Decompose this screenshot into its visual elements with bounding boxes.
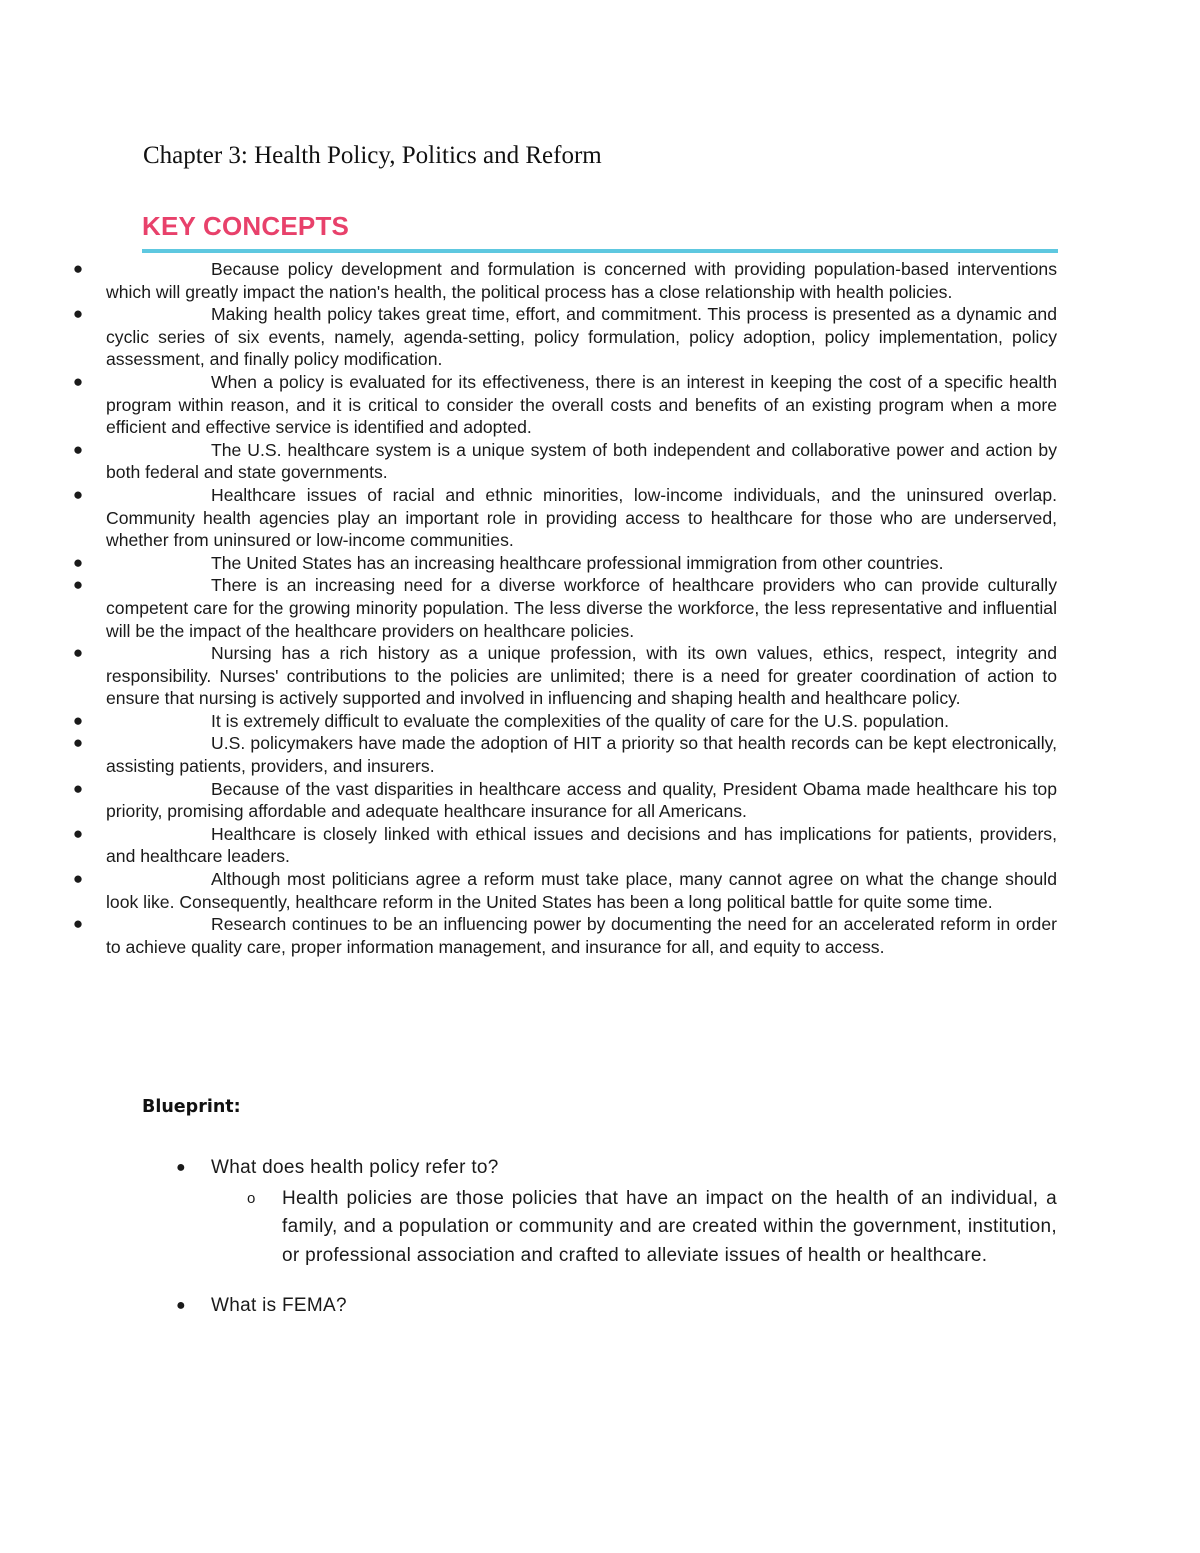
question-text: What does health policy refer to? <box>211 1157 499 1178</box>
list-item-text: Making health policy takes great time, effort, and commitment. This process is presented as a dynamic and cyclic series of six events, namely, agenda-setting, policy formulation, policy adoption, policy implementation, policy assessment, and finally policy modification. <box>106 304 1057 370</box>
list-item-text: Research continues to be an influencing power by documenting the need for an accelerated reform in order to achieve quality care, proper information management, and insurance for all, and equity to access. <box>106 914 1057 957</box>
list-item-text: U.S. policymakers have made the adoption of HIT a priority so that health records can be kept electronically, assisting patients, providers, and insurers. <box>106 733 1057 777</box>
list-item <box>72 303 1057 371</box>
list-item <box>72 913 1057 958</box>
bullet-icon: ● <box>72 643 84 663</box>
blueprint-list <box>176 1154 1057 1321</box>
list-item-text: The United States has an increasing healthcare professional immigration from other countries. <box>211 552 944 573</box>
bullet-icon: ● <box>72 823 84 843</box>
chapter-title: Chapter 3: Health Policy, Politics and Reform <box>143 142 602 169</box>
answer-text: Health policies are those policies that have an impact on the health of an individual, a family, and a population or community and are created within the government, institution, or professional association and crafted to alleviate issues of health or healthcare. <box>282 1187 1057 1266</box>
blueprint-question <box>176 1292 1057 1321</box>
bullet-icon: ● <box>176 1297 186 1314</box>
list-item <box>72 371 1057 439</box>
list-item <box>72 484 1057 552</box>
blueprint-heading: Blueprint: <box>142 1097 241 1117</box>
list-item <box>72 642 1057 710</box>
list-item-text: Because of the vast disparities in healthcare access and quality, President Obama made healthcare his top priority, promising affordable and adequate healthcare insurance for all Americans. <box>106 778 1057 822</box>
list-item <box>72 574 1057 642</box>
list-item <box>72 710 1057 733</box>
bullet-icon: ● <box>72 869 84 889</box>
bullet-icon: ● <box>72 914 84 934</box>
blueprint-answer <box>247 1185 1057 1271</box>
bullet-icon: ● <box>72 710 84 730</box>
bullet-icon: ● <box>72 259 84 278</box>
bullet-icon: ● <box>72 778 84 798</box>
blueprint-question <box>176 1154 1057 1270</box>
bullet-icon: ● <box>72 304 84 324</box>
list-item <box>72 258 1057 303</box>
bullet-icon: ● <box>72 733 84 753</box>
list-item-text: Healthcare issues of racial and ethnic minorities, low-income individuals, and the uninsured overlap. Community health agencies play an important role in providing access to healthcare for those who are underserved, whether from uninsured or low-income communities. <box>106 484 1057 551</box>
key-concepts-heading: KEY CONCEPTS <box>142 211 350 241</box>
list-item-text: Although most politicians agree a reform must take place, many cannot agree on what the change should look like. Consequently, healthcare reform in the United States has been a long political battle for quite some time. <box>106 869 1057 912</box>
hollow-circle-bullet-icon: o <box>247 1189 256 1207</box>
bullet-icon: ● <box>72 439 84 459</box>
list-item-text: There is an increasing need for a diverse workforce of healthcare providers who can provide culturally competent care for the growing minority population. The less diverse the workforce, the less representative and influential will be the impact of the healthcare providers on healthcare policies. <box>106 575 1057 641</box>
bullet-icon: ● <box>72 484 84 504</box>
answer-list <box>247 1185 1057 1271</box>
bullet-icon: ● <box>72 371 84 391</box>
list-item-text: Healthcare is closely linked with ethical issues and decisions and has implications for patients, providers, and healthcare leaders. <box>106 823 1057 867</box>
bullet-icon: ● <box>176 1159 186 1176</box>
list-item-text: The U.S. healthcare system is a unique system of both independent and collaborative power and action by both federal and state governments. <box>106 439 1057 483</box>
list-item <box>72 868 1057 913</box>
list-item-text: It is extremely difficult to evaluate the complexities of the quality of care for the U.S. population. <box>211 710 950 731</box>
list-item-text: Because policy development and formulation is concerned with providing population-based interventions which will greatly impact the nation's health, the political process has a close relationship with health policies. <box>106 259 1057 302</box>
list-item <box>72 552 1057 575</box>
list-item-text: When a policy is evaluated for its effectiveness, there is an interest in keeping the cost of a specific health program within reason, and it is critical to consider the overall costs and benefits of an existing program when a more efficient and effective service is identified and adopted. <box>106 371 1057 438</box>
list-item-text: Nursing has a rich history as a unique profession, with its own values, ethics, respect, integrity and responsibility. Nurses' contributions to the policies are unlimited; there is a need for greater coordination of action to ensure that nursing is actively supported and involved in influencing and shaping health and healthcare policy. <box>106 643 1057 709</box>
key-concepts-list <box>72 258 1057 958</box>
heading-underline-rule <box>142 249 1058 253</box>
bullet-icon: ● <box>72 575 84 595</box>
list-item <box>72 732 1057 777</box>
bullet-icon: ● <box>72 552 84 572</box>
question-text: What is FEMA? <box>211 1295 347 1316</box>
list-item <box>72 439 1057 484</box>
list-item <box>72 778 1057 823</box>
list-item <box>72 823 1057 868</box>
